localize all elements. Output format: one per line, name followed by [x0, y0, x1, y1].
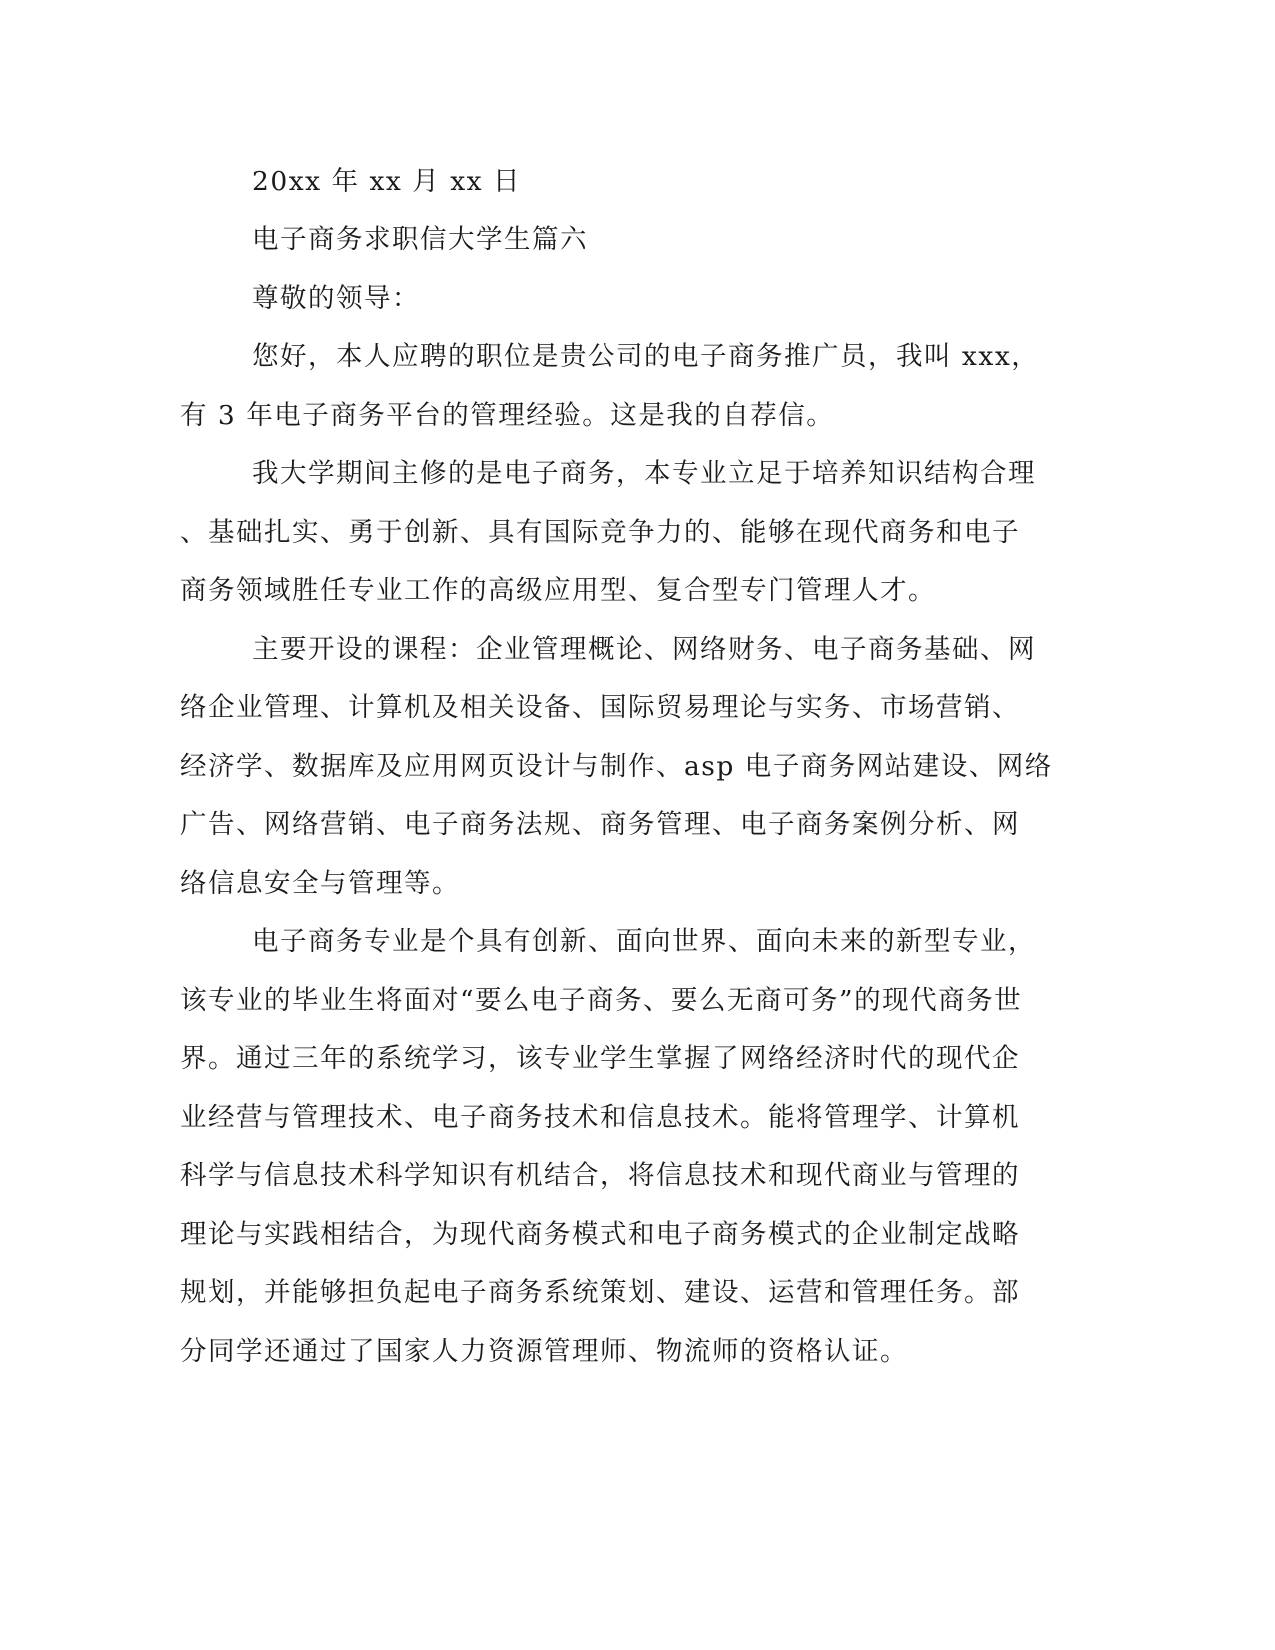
body-line: 广告、网络营销、电子商务法规、商务管理、电子商务案例分析、网: [180, 809, 1020, 840]
body-line: 有 3 年电子商务平台的管理经验。这是我的自荐信。: [180, 400, 835, 431]
body-line: 规划，并能够担负起电子商务系统策划、建设、运营和管理任务。部: [180, 1277, 1020, 1308]
body-line: 电子商务专业是个具有创新、面向世界、面向未来的新型专业，: [252, 926, 1036, 957]
body-line: 分同学还通过了国家人力资源管理师、物流师的资格认证。: [180, 1336, 908, 1367]
body-line: 理论与实践相结合，为现代商务模式和电子商务模式的企业制定战略: [180, 1219, 1020, 1250]
body-line: 该专业的毕业生将面对“要么电子商务、要么无商可务”的现代商务世: [180, 985, 1023, 1016]
body-line: 主要开设的课程：企业管理概论、网络财务、电子商务基础、网: [252, 634, 1036, 665]
body-line: 业经营与管理技术、电子商务技术和信息技术。能将管理学、计算机: [180, 1102, 1020, 1133]
letter-salutation: 尊敬的领导：: [252, 283, 420, 314]
body-line: 商务领域胜任专业工作的高级应用型、复合型专门管理人才。: [180, 575, 936, 606]
body-line: 界。通过三年的系统学习，该专业学生掌握了网络经济时代的现代企: [180, 1043, 1020, 1074]
body-line: 您好，本人应聘的职位是贵公司的电子商务推广员，我叫 xxx，: [252, 341, 1040, 372]
body-line: 科学与信息技术科学知识有机结合，将信息技术和现代商业与管理的: [180, 1160, 1020, 1191]
body-line: 经济学、数据库及应用网页设计与制作、asp 电子商务网站建设、网络: [180, 751, 1053, 782]
body-line: 、基础扎实、勇于创新、具有国际竞争力的、能够在现代商务和电子: [180, 517, 1020, 548]
body-line: 我大学期间主修的是电子商务，本专业立足于培养知识结构合理: [252, 458, 1036, 489]
body-line: 络信息安全与管理等。: [180, 868, 460, 899]
body-line: 络企业管理、计算机及相关设备、国际贸易理论与实务、市场营销、: [180, 692, 1020, 723]
letter-date: 20xx 年 xx 月 xx 日: [252, 166, 522, 197]
letter-heading: 电子商务求职信大学生篇六: [252, 224, 588, 255]
